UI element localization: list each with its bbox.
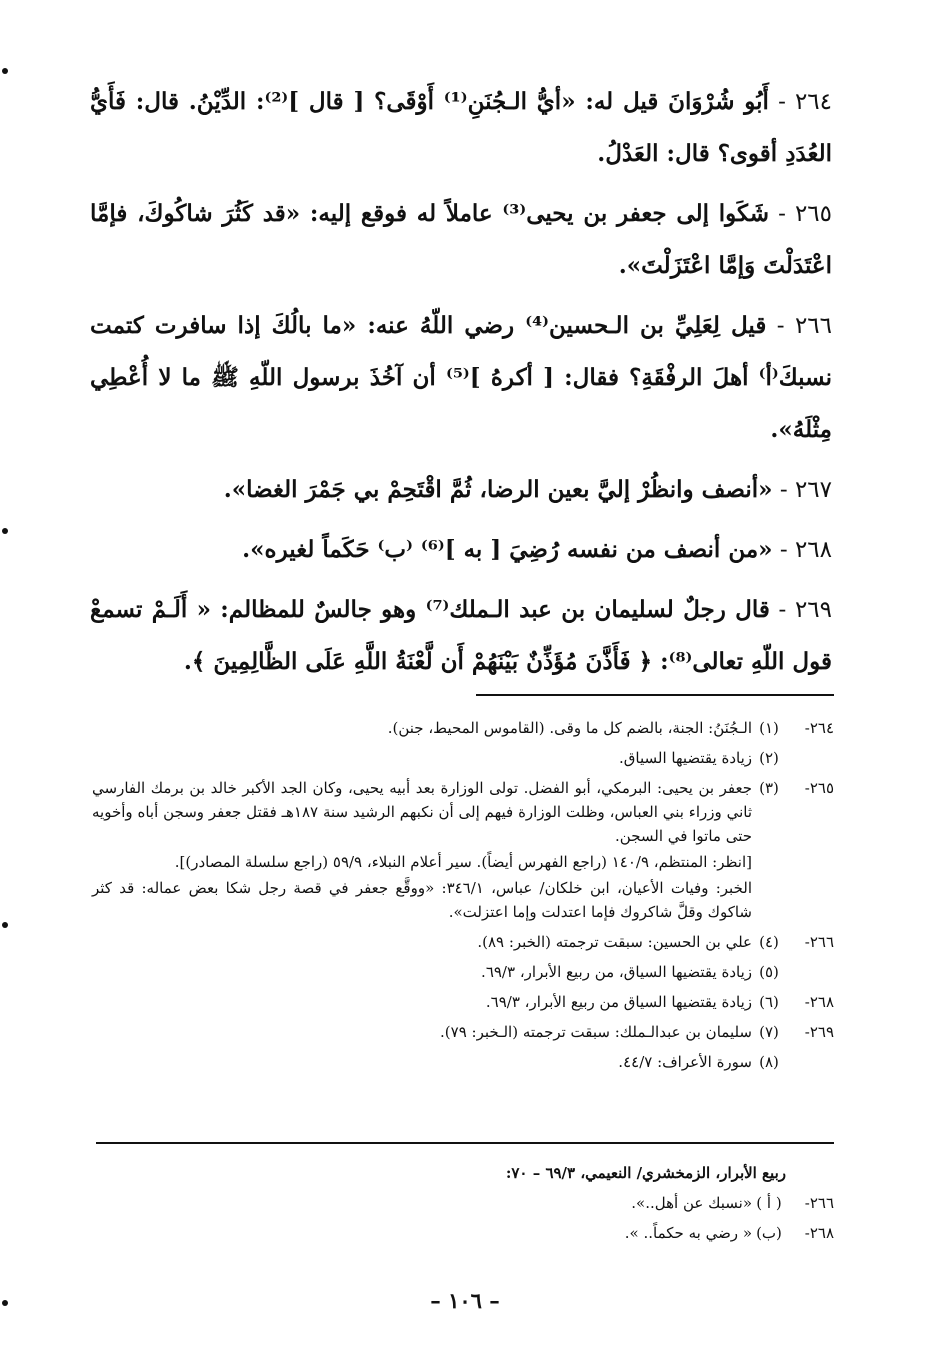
footnote-divider	[476, 694, 834, 696]
footnote-text	[92, 746, 752, 772]
footnote	[92, 1020, 834, 1046]
entry-number: ٢٦٧ -	[779, 477, 832, 503]
footnote-line: الخبر: وفيات الأعيان، ابن خلكان/ عباس، ٣٤٦/١: «ووقَّع جعفر في قصة رجل شكا بعض عماله: قد كثر شاكوك وقلَّ شاكروك فإما اعتدلت وإما اعتزلت».	[92, 879, 752, 921]
footnote-line: سليمان بن عبدالـملك: سبقت ترجمته (الـخبر: ٧٩).	[440, 1023, 752, 1041]
variant-note	[92, 1220, 834, 1246]
page-number: – ١٠٦ –	[430, 1288, 500, 1313]
entry-264	[90, 76, 832, 180]
entry-number: ٢٦٨ -	[779, 537, 832, 563]
entry-text: شَكَوا إلى جعفر بن يحيى⁽³⁾ عاملاً له فوقع إليه: «قد كَثُرَ شاكُوكَ، فإمَّا اعْتَدَلْتَ وَإمَّا اعْتَزَلْتَ».	[90, 200, 832, 279]
entry-265	[90, 188, 832, 292]
entry-number: ٢٦٥ -	[778, 201, 833, 227]
footnote-text	[92, 776, 752, 926]
footnote-entry-number	[786, 746, 834, 772]
footnote	[92, 930, 834, 956]
footnote-entry-number: ٢٦٦-	[804, 933, 834, 951]
source-divider	[96, 1142, 834, 1144]
source-variants	[92, 1160, 834, 1250]
footnote	[92, 746, 834, 772]
footnote-entry-number	[786, 1050, 834, 1076]
entry-text: «من أنصف من نفسه رُضِيَ [ به ]⁽⁶⁾ ⁽ب⁾ حَكَماً لغيره».	[242, 536, 773, 563]
entry-text: أَبُو شُرْوَانَ قيل له: «أيُّ الـجُنَنِ⁽¹⁾ أَوْقَى؟ [ قال ]⁽²⁾: الدِّيْنُ. قال: فَأَيُّ العُدَدِ أقوى؟ قال: العَدْلُ.	[90, 88, 832, 167]
footnote-line: جعفر بن يحيى: البرمكي، أبو الفضل. تولى الوزارة بعد أبيه يحيى، وكان الجد الأكبر خالد بن برمك الفارسي ثاني وزراء بني العباس، وظلت الوزارة فيهم إلى أن نكبهم الرشيد سنة ١٨٧هـ فقتل جعفر وسجن أباه وأخويه حتى ماتوا في السجن.	[92, 779, 752, 845]
footnote-line: [انظر: المنتظم، ١٤٠/٩ (راجع الفهرس أيضاً). سير أعلام النبلاء، ٥٩/٩ (راجع سلسلة المصادر)].	[174, 853, 752, 871]
footnote-line: سورة الأعراف: ٤٤/٧.	[618, 1053, 752, 1071]
entry-269	[90, 584, 832, 688]
footnote-marker: (١)	[759, 719, 779, 737]
entry-268	[90, 524, 832, 576]
footnote-line: زيادة يقتضيها السياق، من ربيع الأبرار، ٦٩/٣.	[481, 963, 752, 981]
footnotes	[92, 716, 834, 1080]
footnote-marker: (٣)	[759, 779, 779, 797]
footnote-line: زيادة يقتضيها السياق.	[619, 749, 752, 767]
footnote-text	[92, 930, 752, 956]
margin-mark	[2, 68, 8, 74]
margin-mark	[2, 528, 8, 534]
footnote-marker: (٦)	[759, 993, 779, 1011]
footnote-entry-number: ٢٦٥-	[804, 779, 834, 797]
main-text	[90, 76, 832, 696]
footnote	[92, 990, 834, 1016]
footnote	[92, 960, 834, 986]
source-heading: ربيع الأبرار، الزمخشري/ النعيمي، ٦٩/٣ – ٧٠:	[505, 1164, 786, 1182]
footnote-marker: (٨)	[759, 1053, 779, 1071]
footnote-entry-number: ٢٦٩-	[804, 1023, 834, 1041]
variant-text: « رضي به حكماً.. ».	[624, 1224, 752, 1242]
footnote-entry-number: ٢٦٤-	[804, 719, 834, 737]
variant-marker: (ب)	[756, 1224, 782, 1242]
margin-mark	[2, 922, 8, 928]
footnote	[92, 776, 834, 926]
footnote-text	[92, 1050, 752, 1076]
footnote-marker: (٥)	[759, 963, 779, 981]
footnote-marker: (٢)	[759, 749, 779, 767]
variant-note	[92, 1190, 834, 1216]
footnote-line: زيادة يقتضيها السياق من ربيع الأبرار، ٦٩/٣.	[485, 993, 752, 1011]
footnote-entry-number: ٢٦٨-	[804, 993, 834, 1011]
footnote-text	[92, 990, 752, 1016]
entry-number: ٢٦٦ -	[776, 313, 832, 339]
variant-entry-number: ٢٦٨-	[804, 1224, 834, 1242]
footnote-text	[92, 960, 752, 986]
entry-number: ٢٦٤ -	[778, 89, 832, 115]
footnote	[92, 716, 834, 742]
variant-marker: ( أ )	[756, 1194, 782, 1212]
footnote-text	[92, 1020, 752, 1046]
entry-267	[90, 464, 832, 516]
footnote-line: علي بن الحسين: سبقت ترجمته (الخبر: ٨٩).	[477, 933, 752, 951]
entry-text: قال رجلٌ لسليمان بن عبد الـملك⁽⁷⁾ وهو جالسٌ للمظالم: « أَلَـمْ تسمعْ قول اللّهِ تعالى⁽⁸⁾: ﴿ فَأَذَّنَ مُؤَذِّنٌ بَيْنَهُمْ أَن لَّعْنَةُ اللَّهِ عَلَى الظَّالِمِينَ ﴾.	[90, 596, 832, 675]
footnote	[92, 1050, 834, 1076]
footnote-text	[92, 716, 752, 742]
variant-text: «نسبك عن أهل..».	[631, 1194, 752, 1212]
footnote-marker: (٧)	[759, 1023, 779, 1041]
entry-number: ٢٦٩ -	[778, 597, 833, 623]
variant-entry-number: ٢٦٦-	[804, 1194, 834, 1212]
entry-text: قيل لِعَلِيِّ بن الـحسين⁽⁴⁾ رضي اللّهُ عنه: «ما بالُكَ إذا سافرت كتمت نسبكَ⁽أ⁾ أهلَ الرفْقَةِ؟ فقال: [ أكرهُ ]⁽⁵⁾ أن آخُذَ برسول اللّهِ ﷺ ما لا أُعْطِي مِثْلَهُ».	[90, 312, 832, 443]
footnote-marker: (٤)	[759, 933, 779, 951]
entry-266	[90, 300, 832, 456]
footnote-line: الـجُنَنُ: الجنة، بالضم كل ما وقى. (القاموس المحيط، جنن).	[387, 719, 752, 737]
entry-text: «أنصف وانظُرْ إليَّ بعين الرضا، ثُمَّ اقْتَحِمْ بي جَمْرَ الغضا».	[223, 476, 773, 503]
footnote-entry-number	[786, 960, 834, 986]
